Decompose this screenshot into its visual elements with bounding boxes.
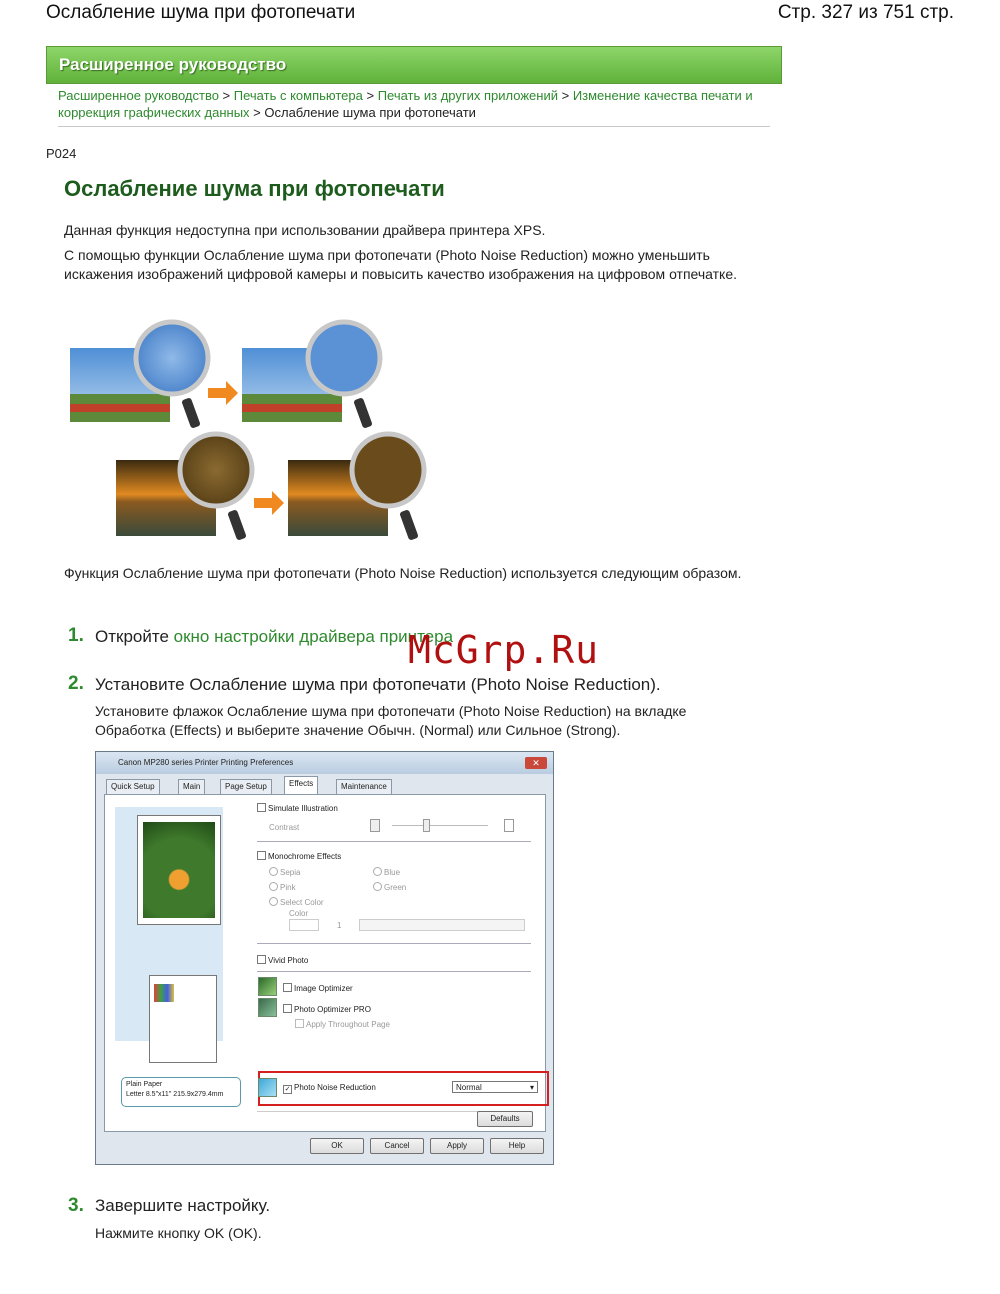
blue-radio[interactable]: Blue [373, 867, 400, 877]
step-3-text: Завершите настройку. [95, 1196, 271, 1215]
noise-reduction-icon [258, 1078, 277, 1097]
tab-quick-setup[interactable]: Quick Setup [106, 779, 160, 795]
tab-effects[interactable]: Effects [284, 776, 318, 794]
effects-pane [104, 794, 546, 1132]
divider [257, 841, 531, 842]
step-number: 1. [68, 625, 84, 646]
contrast-low-icon [370, 819, 380, 832]
dialog-titlebar [96, 752, 553, 774]
document-title: Ослабление шума при фотопечати [46, 2, 356, 23]
simulate-illustration-checkbox[interactable]: Simulate Illustration [257, 803, 338, 813]
watermark: McGrp.Ru [408, 628, 600, 672]
page-preview [149, 975, 217, 1063]
butterfly-image [143, 822, 215, 918]
media-info: Plain Paper Letter 8.5"x11" 215.9x279.4mm [121, 1077, 241, 1107]
printer-preferences-dialog [95, 751, 554, 1165]
step-number: 2. [68, 673, 84, 694]
divider [58, 126, 770, 127]
chevron-down-icon: ▾ [529, 1083, 534, 1092]
driver-settings-link[interactable]: окно настройки драйвера принтера [173, 627, 454, 646]
sepia-radio[interactable]: Sepia [269, 867, 300, 877]
dialog-title: Canon MP280 series Printer Printing Preferences [118, 758, 294, 767]
section-banner [46, 46, 782, 84]
pink-radio[interactable]: Pink [269, 882, 296, 892]
apply-throughout-checkbox[interactable]: Apply Throughout Page [295, 1019, 390, 1029]
divider [257, 943, 531, 944]
contrast-label: Contrast [269, 823, 300, 832]
apply-button[interactable]: Apply [430, 1138, 484, 1154]
photo-optimizer-icon [258, 998, 277, 1017]
breadcrumb: Расширенное руководство > Печать с компьютера > Печать из других приложений > Изменение качества печати и коррекция графических данных > Ослабление шума при фотопечати [58, 88, 753, 120]
step-3-desc: Нажмите кнопку OK (OK). [95, 1225, 262, 1241]
arrow-icon [254, 491, 284, 515]
image-optimizer-checkbox[interactable]: Image Optimizer [283, 983, 353, 993]
color-swatch [289, 919, 319, 931]
step-2-desc: Установите флажок Ослабление шума при фотопечати (Photo Noise Reduction) на вкладке Обработка (Effects) и выберите значение Обычн. (Normal) или Сильное (Strong). [95, 703, 687, 738]
tab-maintenance[interactable]: Maintenance [336, 779, 392, 795]
page-code: P024 [46, 146, 77, 161]
landscape-after [242, 322, 380, 429]
image-optimizer-icon [258, 977, 277, 996]
breadcrumb-link-quality[interactable]: Изменение качества печати и коррекция графических данных [58, 88, 753, 120]
photo-noise-reduction-checkbox[interactable]: ✓ Photo Noise Reduction [284, 1083, 376, 1093]
banner-label: Расширенное руководство [59, 55, 287, 74]
green-radio[interactable]: Green [373, 882, 406, 892]
vivid-photo-checkbox[interactable]: Vivid Photo [257, 955, 308, 965]
contrast-high-icon [504, 819, 514, 832]
defaults-button[interactable]: Defaults [477, 1111, 533, 1127]
tab-page-setup[interactable]: Page Setup [220, 779, 272, 795]
breadcrumb-link-other-apps[interactable]: Печать из других приложений [377, 88, 558, 103]
sunset-before [116, 434, 252, 541]
ok-button[interactable]: OK [310, 1138, 364, 1154]
color-label: Color [289, 909, 309, 918]
page-heading: Ослабление шума при фотопечати [64, 176, 445, 201]
close-icon[interactable]: ✕ [525, 757, 547, 769]
step-2-text: Установите Ослабление шума при фотопечати (Photo Noise Reduction). [95, 675, 661, 694]
help-button[interactable]: Help [490, 1138, 544, 1154]
contrast-slider[interactable] [392, 825, 488, 826]
divider [257, 971, 531, 972]
arrow-icon [208, 381, 238, 405]
intro-text: С помощью функции Ослабление шума при фотопечати (Photo Noise Reduction) можно уменьшить искажения изображений цифровой камеры и повысить качество изображения на цифровом отпечатке. [64, 247, 737, 282]
breadcrumb-link-advanced-guide[interactable]: Расширенное руководство [58, 88, 219, 103]
noise-level-select[interactable]: Normal ▾ [452, 1081, 538, 1093]
color-thumbnail [154, 984, 174, 1002]
step-number: 3. [68, 1195, 84, 1216]
sunset-after [288, 434, 424, 541]
cancel-button[interactable]: Cancel [370, 1138, 424, 1154]
landscape-before [70, 322, 208, 429]
monochrome-effects-checkbox[interactable]: Monochrome Effects [257, 851, 341, 861]
step-1-text: Откройте окно настройки драйвера принтера [95, 627, 454, 646]
usage-text: Функция Ослабление шума при фотопечати (Photo Noise Reduction) используется следующим образом. [64, 565, 742, 581]
color-value: 1 [337, 921, 342, 930]
intro-note: Данная функция недоступна при использовании драйвера принтера XPS. [64, 222, 546, 238]
tab-main[interactable]: Main [178, 779, 205, 795]
breadcrumb-current: Ослабление шума при фотопечати [264, 105, 476, 120]
select-color-radio[interactable]: Select Color [269, 897, 324, 907]
breadcrumb-link-print-from-computer[interactable]: Печать с компьютера [233, 88, 363, 103]
photo-preview [137, 815, 221, 925]
noise-reduction-illustration [66, 318, 436, 550]
photo-optimizer-checkbox[interactable]: Photo Optimizer PRO [283, 1004, 371, 1014]
color-scrollbar[interactable] [359, 919, 525, 931]
page-counter: Стр. 327 из 751 стр. [777, 2, 954, 23]
slider-thumb[interactable] [423, 819, 430, 832]
